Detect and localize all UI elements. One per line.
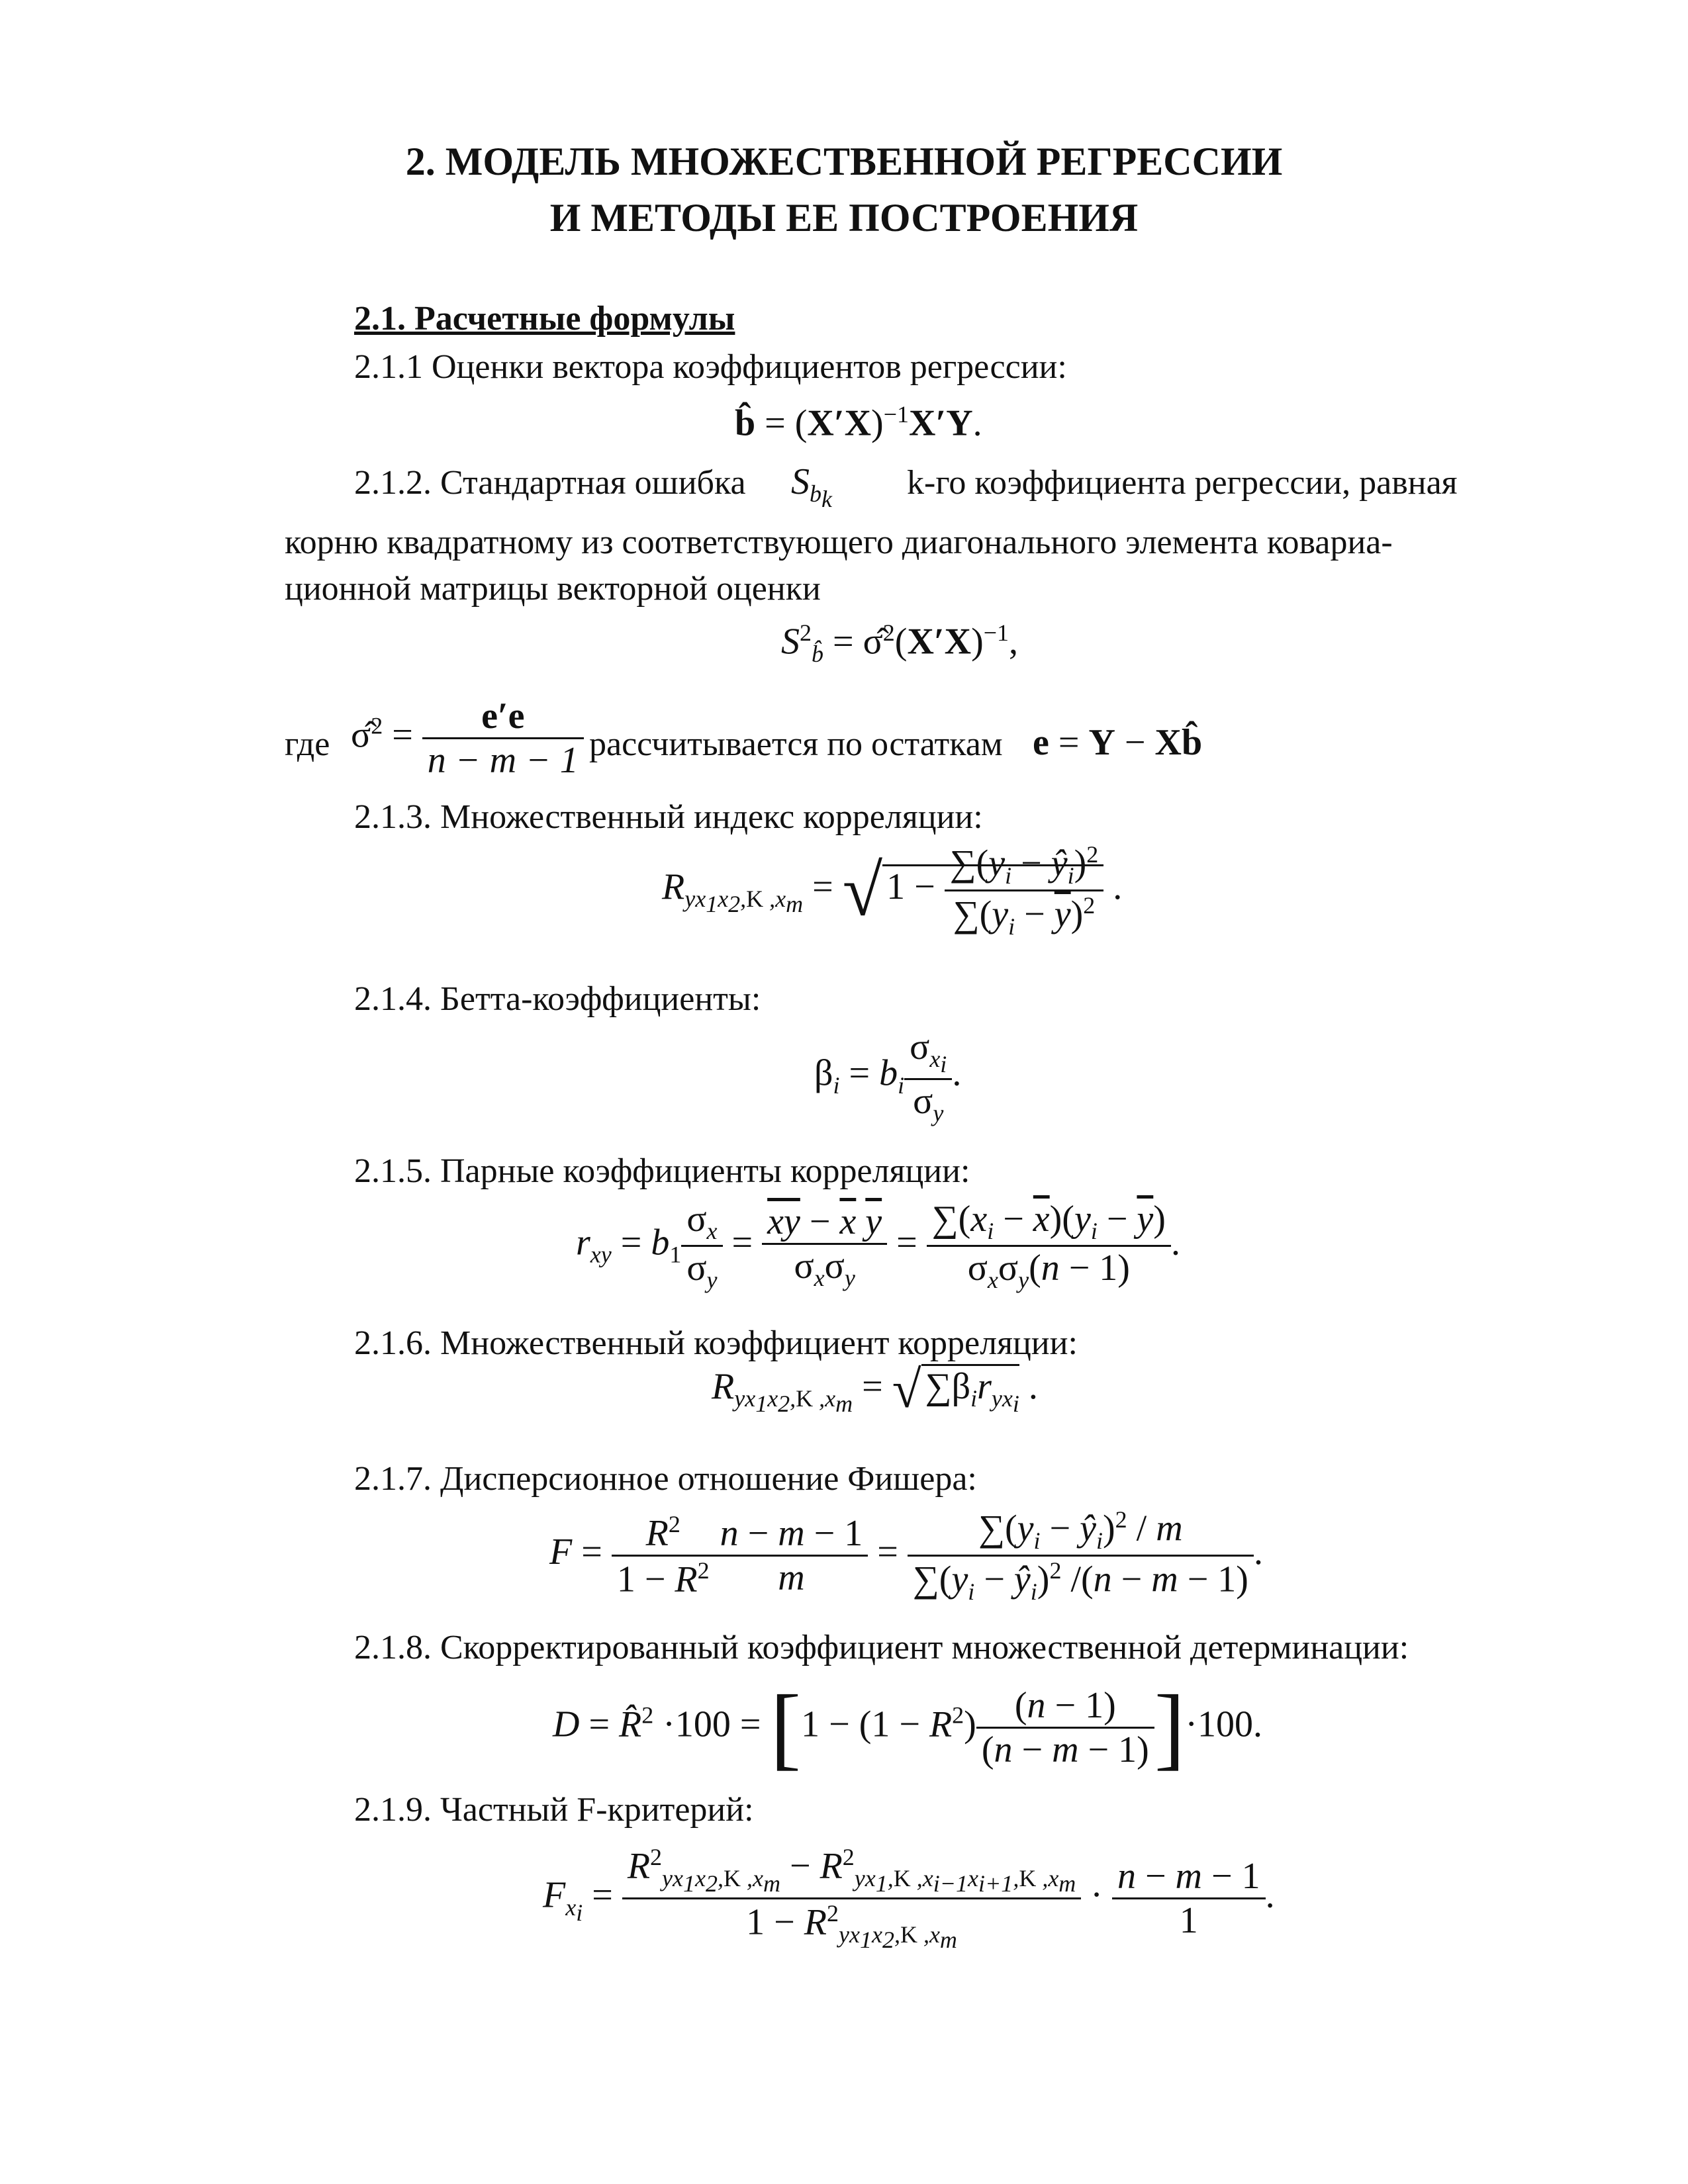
formula-pair-correlation: $r_{xy} = b_1$ $\frac{\sigma_x}{\sigma_y}$ = $\frac{\overline{xy} - \overline{x} \overline{y}}{\sigma_x\sigma_y}$ = $\frac{\sum(x_i - \overline{x})(y_i - \overline{y})}{\sigma_x\sigma_y(n - 1)}$ . — [576, 1199, 1180, 1294]
formula-beta: $\beta_i = b_i$ $\frac{\sigma_{x_i}}{\sigma_y}$ . — [814, 1026, 962, 1127]
formula-fisher: F = $\frac{R^2}{1 - R^2}$ $\frac{n - m - 1}{m}$ = $\frac{\sum(y_i - ŷ_i)^2 / m}{\sum(y_i - ŷ_i)^2 /(n - m - 1)}$ . — [549, 1506, 1263, 1605]
item-2-1-3: 2.1.3. Множественный индекс корреляции: — [354, 798, 983, 836]
section-heading: 2.1. Расчетные формулы — [354, 300, 735, 338]
item-2-1-5: 2.1.5. Парные коэффициенты корреляции: — [354, 1152, 970, 1190]
item-2-1-6: 2.1.6. Множественный коэффициент корреляции: — [354, 1324, 1078, 1362]
item-2-1-8: 2.1.8. Скорректированный коэффициент множественной детерминации: — [354, 1629, 1409, 1666]
item-2-1-9: 2.1.9. Частный F-критерий: — [354, 1791, 754, 1829]
formula-sigma-hat: σ̂$^2$ = $\frac{e'e}{n - m - 1}$ — [351, 695, 584, 782]
item-2-1-2-text: k-го коэффициента регрессии, равная — [907, 464, 1458, 502]
formula-b-hat: b̂ = $(X'X)^{-1}X'Y$. — [735, 401, 982, 444]
formula-s-bk: $S_{b_k}$ — [791, 461, 832, 513]
formula-adjusted-determination: D = R̂$^2$ $\cdot 100 = [1 - (1 - R^2)$ $\frac{(n - 1)}{(n - m - 1)}$ ]·100. — [553, 1676, 1263, 1779]
formula-residuals: e = Y − Xb̂ — [1033, 722, 1203, 763]
item-2-1-1: 2.1.1 Оценки вектора коэффициентов регрессии: — [354, 348, 1067, 386]
item-2-1-4: 2.1.4. Бетта-коэффициенты: — [354, 980, 761, 1018]
chapter-title-line1: 2. МОДЕЛЬ МНОЖЕСТВЕННОЙ РЕГРЕССИИ — [405, 140, 1283, 183]
formula-partial-f: $F_{x_i}$ = $\frac{R^2_{yx_1x_2,K ,x_m} - R^2_{yx_1,K ,x_{i-1}x_{i+1},K ,x_m}}{1 - R^2_{yx_1x_2,K ,x_m}}$ · $\frac{n - m - 1}{1}$ . — [543, 1844, 1275, 1954]
residuals-text: рассчитывается по остаткам — [589, 725, 1003, 763]
item-2-1-7: 2.1.7. Дисперсионное отношение Фишера: — [354, 1460, 977, 1498]
item-2-1-2-line3: ционной матрицы векторной оценки — [285, 570, 821, 608]
formula-multiple-correlation: $R_{yx_1x_2,K ,x_m}$ = √ $\sum\beta_ir_{yx_i}$ . — [712, 1361, 1038, 1419]
where-label: где — [285, 725, 330, 763]
formula-multiple-index: $R_{yx_1x_2,K ,x_m}$ = √ 1 − $\frac{\sum(y_i - ŷ_i)^2}{\sum(y_i - \overline{y})^2}$ . — [662, 841, 1123, 940]
item-2-1-2-label: 2.1.2. Стандартная ошибка — [354, 464, 746, 502]
chapter-title-line2: И МЕТОДЫ ЕЕ ПОСТРОЕНИЯ — [549, 196, 1139, 240]
formula-covariance: $S^2_{b̂}$ = $\sigmâ^2(X'X)^{-1}$, — [781, 619, 1019, 667]
item-2-1-2-line2: корню квадратному из соответствующего диагонального элемента ковариа- — [285, 523, 1393, 561]
